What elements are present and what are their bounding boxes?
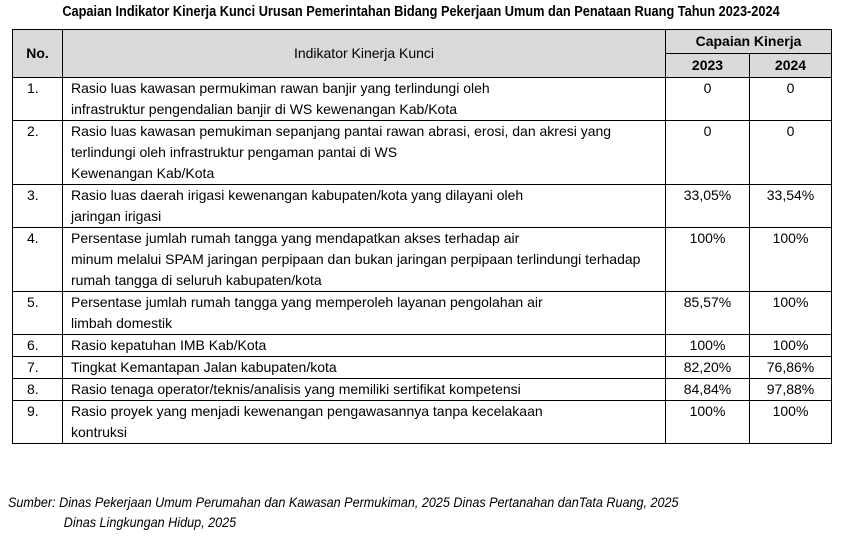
- source-line-1: Sumber: Dinas Pekerjaan Umum Perumahan dan Kawasan Permukiman, 2025 Dinas Pertanahan danTata Ruang, 2025: [8, 494, 679, 510]
- indicator-cell: [63, 121, 666, 185]
- row-number: 9.: [13, 401, 63, 444]
- indicator-text-line: Rasio luas kawasan pemukiman sepanjang pantai rawan abrasi, erosi, dan akresi yang: [71, 123, 612, 139]
- table-row: [13, 292, 832, 335]
- kinerja-table: [12, 29, 832, 444]
- header-no: No.: [13, 30, 63, 78]
- indicator-text-line: infrastruktur pengendalian banjir di WS kewenangan Kab/Kota: [71, 101, 458, 117]
- value-2024: 33,54%: [750, 185, 832, 228]
- row-number: 6.: [13, 335, 63, 357]
- indicator-text-line: Persentase jumlah rumah tangga yang mendapatkan akses terhadap air: [71, 230, 520, 246]
- value-2023: 84,84%: [666, 379, 750, 401]
- indicator-text-line: terlindungi oleh infrastruktur pengaman pantai di WS: [71, 144, 398, 160]
- indicator-cell: [63, 185, 666, 228]
- table-row: [13, 335, 832, 357]
- indicator-text-line: Persentase jumlah rumah tangga yang memperoleh layanan pengolahan air: [71, 294, 543, 310]
- indicator-cell: [63, 292, 666, 335]
- indicator-text-line: Rasio luas kawasan permukiman rawan banjir yang terlindungi oleh: [71, 80, 490, 96]
- value-2023: 100%: [666, 335, 750, 357]
- indicator-text-line: Kewenangan Kab/Kota: [71, 165, 215, 181]
- indicator-text-line: Rasio luas daerah irigasi kewenangan kabupaten/kota yang dilayani oleh: [71, 187, 524, 203]
- table-row: [13, 401, 832, 444]
- indicator-text-line: Rasio kepatuhan IMB Kab/Kota: [71, 337, 267, 353]
- row-number: 7.: [13, 357, 63, 379]
- table-row: [13, 121, 832, 185]
- indicator-text-line: Tingkat Kemantapan Jalan kabupaten/kota: [71, 359, 337, 375]
- row-number: 3.: [13, 185, 63, 228]
- value-2024: 0: [750, 78, 832, 121]
- row-number: 1.: [13, 78, 63, 121]
- row-number: 4.: [13, 228, 63, 292]
- indicator-text-line: limbah domestik: [71, 315, 173, 331]
- value-2023: 85,57%: [666, 292, 750, 335]
- indicator-text-line: jaringan irigasi: [71, 208, 162, 224]
- source-note: [8, 492, 679, 532]
- value-2023: 100%: [666, 401, 750, 444]
- header-capaian: Capaian Kinerja: [666, 30, 832, 54]
- indicator-text-line: Rasio proyek yang menjadi kewenangan pengawasannya tanpa kecelakaan: [71, 403, 543, 419]
- value-2023: 82,20%: [666, 357, 750, 379]
- table-row: [13, 357, 832, 379]
- indicator-text-line: minum melalui SPAM jaringan perpipaan dan bukan jaringan perpipaan terlindungi terhadap: [71, 251, 641, 267]
- table-row: [13, 78, 832, 121]
- indicator-text-line: rumah tangga di seluruh kabupaten/kota: [71, 272, 322, 288]
- indicator-text-line: kontruksi: [71, 424, 128, 440]
- header-year-2024: 2024: [750, 54, 832, 78]
- header-indikator: Indikator Kinerja Kunci: [63, 30, 666, 78]
- table-row: [13, 228, 832, 292]
- indicator-cell: [63, 379, 666, 401]
- row-number: 2.: [13, 121, 63, 185]
- value-2023: 100%: [666, 228, 750, 292]
- value-2024: 100%: [750, 401, 832, 444]
- table-row: [13, 379, 832, 401]
- value-2024: 100%: [750, 335, 832, 357]
- row-number: 8.: [13, 379, 63, 401]
- row-number: 5.: [13, 292, 63, 335]
- indicator-cell: [63, 357, 666, 379]
- table-title: Capaian Indikator Kinerja Kunci Urusan Pemerintahan Bidang Pekerjaan Umum dan Penataan Ruang Tahun 2023-2024: [62, 4, 780, 20]
- indicator-cell: [63, 228, 666, 292]
- indicator-cell: [63, 401, 666, 444]
- value-2023: 0: [666, 121, 750, 185]
- value-2024: 97,88%: [750, 379, 832, 401]
- value-2024: 76,86%: [750, 357, 832, 379]
- value-2024: 100%: [750, 228, 832, 292]
- value-2024: 100%: [750, 292, 832, 335]
- value-2023: 0: [666, 78, 750, 121]
- source-line-2: Dinas Lingkungan Hidup, 2025: [63, 514, 237, 530]
- table-row: [13, 185, 832, 228]
- value-2023: 33,05%: [666, 185, 750, 228]
- value-2024: 0: [750, 121, 832, 185]
- indicator-cell: [63, 78, 666, 121]
- indicator-text-line: Rasio tenaga operator/teknis/analisis yang memiliki sertifikat kompetensi: [71, 381, 521, 397]
- header-year-2023: 2023: [666, 54, 750, 78]
- indicator-cell: [63, 335, 666, 357]
